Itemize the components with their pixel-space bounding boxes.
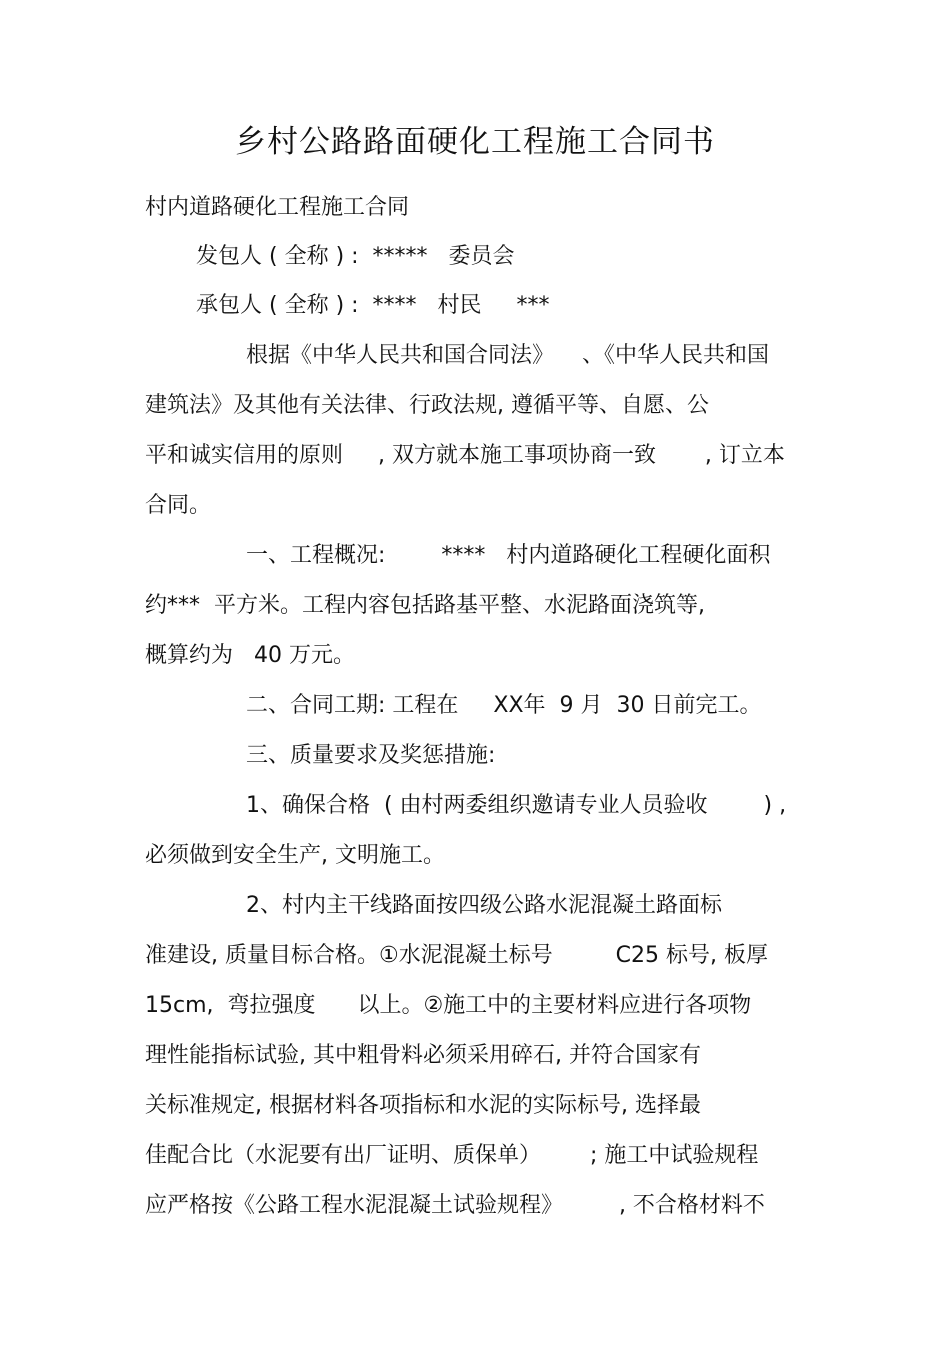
paragraph-line: 建筑法》及其他有关法律、行政法规, 遵循平等、自愿、公: [145, 393, 709, 418]
paragraph-line: 合同。: [145, 493, 212, 518]
paragraph-line: 三、质量要求及奖惩措施:: [246, 743, 496, 768]
paragraph-line: 准建设, 质量目标合格。①水泥混凝土标号 C25 标号, 板厚: [145, 943, 768, 968]
party-a-line: 发包人 ( 全称 ) : ***** 委员会: [196, 244, 515, 269]
paragraph-line: 1、确保合格 ( 由村两委组织邀请专业人员验收 ) ,: [246, 793, 787, 818]
paragraph-line: 概算约为 40 万元。: [145, 643, 355, 668]
paragraph-line: 关标准规定, 根据材料各项指标和水泥的实际标号, 选择最: [145, 1093, 701, 1118]
paragraph-line: 佳配合比（水泥要有出厂证明、质保单） ; 施工中试验规程: [145, 1143, 759, 1168]
paragraph-line: 理性能指标试验, 其中粗骨料必须采用碎石, 并符合国家有: [145, 1043, 701, 1068]
party-b-line: 承包人 ( 全称 ) : **** 村民 ***: [196, 293, 550, 318]
paragraph-line: 2、村内主干线路面按四级公路水泥混凝土路面标: [246, 893, 722, 918]
paragraph-line: 必须做到安全生产, 文明施工。: [145, 843, 445, 868]
paragraph-line: 一、工程概况: **** 村内道路硬化工程硬化面积: [246, 543, 771, 568]
paragraph-line: 15cm, 弯拉强度 以上。②施工中的主要材料应进行各项物: [145, 993, 752, 1018]
document-title: 乡村公路路面硬化工程施工合同书: [235, 124, 715, 160]
subtitle-line: 村内道路硬化工程施工合同: [145, 195, 410, 220]
paragraph-line: 根据《中华人民共和国合同法》 、《中华人民共和国: [246, 343, 769, 368]
paragraph-line: 应严格按《公路工程水泥混凝土试验规程》 , 不合格材料不: [145, 1193, 765, 1218]
paragraph-line: 二、合同工期: 工程在 XX年 9 月 30 日前完工。: [246, 693, 762, 718]
paragraph-line: 约*** 平方米。工程内容包括路基平整、水泥路面浇筑等,: [145, 593, 705, 618]
paragraph-line: 平和诚实信用的原则 , 双方就本施工事项协商一致 , 订立本: [145, 443, 785, 468]
